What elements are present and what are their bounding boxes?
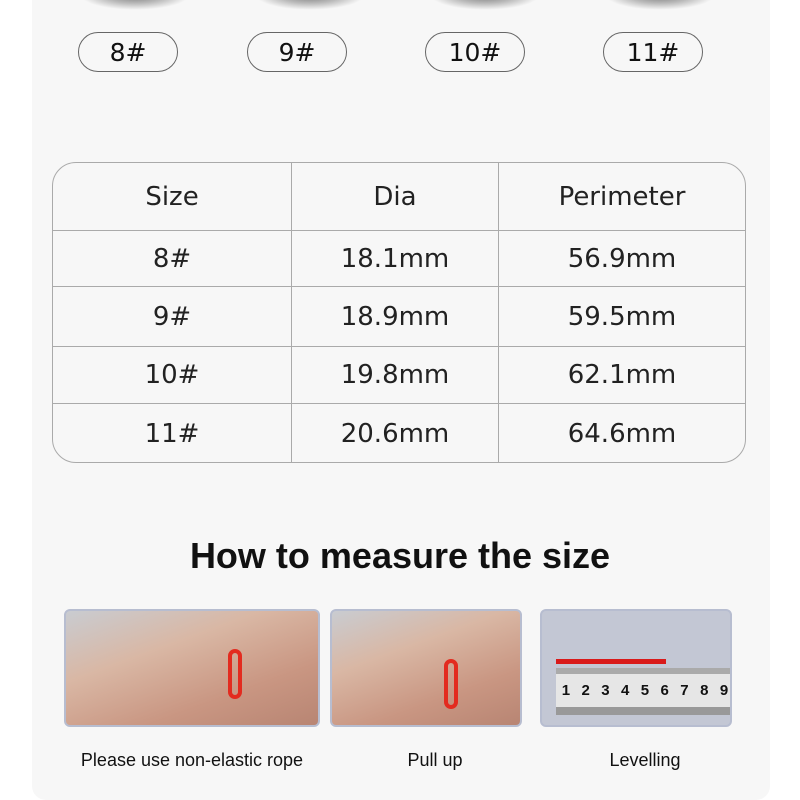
header-perimeter: Perimeter xyxy=(498,163,745,230)
header-dia: Dia xyxy=(291,163,498,230)
ruler-digit: 9 xyxy=(719,682,729,699)
step-caption: Pull up xyxy=(407,750,463,770)
table-row xyxy=(53,230,745,286)
ruler-digit: 5 xyxy=(640,682,650,699)
cell-perimeter: 56.9mm xyxy=(498,231,745,286)
size-pill: 9# xyxy=(247,32,347,72)
size-pill: 8# xyxy=(78,32,178,72)
red-rope xyxy=(444,659,458,709)
cell-size: 10# xyxy=(144,360,200,390)
ruler xyxy=(556,668,732,715)
cell-dia: 19.8mm xyxy=(291,347,498,403)
step-caption: Please use non-elastic rope xyxy=(80,750,304,770)
ruler-digit: 2 xyxy=(581,682,590,699)
ruler-digit: 3 xyxy=(601,682,610,699)
table-header xyxy=(53,163,745,230)
red-rope xyxy=(556,659,666,664)
cell-size: 9# xyxy=(152,301,192,332)
cell-dia: 18.9mm xyxy=(291,287,498,346)
step-caption: Levelling xyxy=(609,750,681,770)
ruler-digit: 7 xyxy=(680,682,689,699)
step-photo-level xyxy=(540,609,732,727)
cell-perimeter: 59.5mm xyxy=(498,287,745,346)
size-pill: 10# xyxy=(425,32,525,72)
ruler-digit: 8 xyxy=(700,682,709,699)
cell-size: 8# xyxy=(152,243,192,274)
measure-title: How to measure the size xyxy=(189,535,611,576)
table-row xyxy=(53,403,745,463)
table-row xyxy=(53,286,745,346)
cell-perimeter: 64.6mm xyxy=(498,404,745,463)
table-row xyxy=(53,346,745,403)
cell-size: 11# xyxy=(144,419,200,449)
step-photo-rope xyxy=(64,609,320,727)
cell-dia: 18.1mm xyxy=(291,231,498,286)
red-rope xyxy=(228,649,242,699)
header-size: Size xyxy=(145,181,199,212)
ruler-digit: 4 xyxy=(621,682,630,699)
size-pill: 11# xyxy=(603,32,703,72)
step-photo-pull xyxy=(330,609,522,727)
cell-dia: 20.6mm xyxy=(291,404,498,463)
size-table xyxy=(52,162,746,463)
ruler-digit: 6 xyxy=(660,682,669,699)
ruler-digit: 1 xyxy=(561,682,571,699)
cell-perimeter: 62.1mm xyxy=(498,347,745,403)
